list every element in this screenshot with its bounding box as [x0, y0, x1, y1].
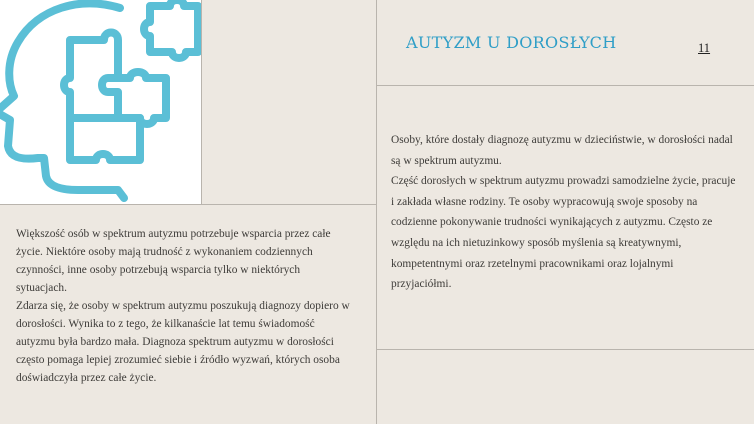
right-bottom-divider: [377, 349, 754, 350]
right-top-divider: [377, 85, 754, 86]
right-paragraph-1: Osoby, które dostały diagnozę autyzmu w dzieciństwie, w dorosłości nadal są w spektrum autyzmu.: [391, 134, 733, 167]
head-puzzle-icon: [0, 0, 201, 204]
left-paragraph-1: Większość osób w spektrum autyzmu potrzebuje wsparcia przez całe życie. Niektóre osoby mają trudność z wykonaniem codziennych czynności, inne osoby potrzebują wsparcia tylko w niektórych sytuacjach.: [16, 228, 331, 294]
page-title: AUTYZM U DOROSŁYCH: [406, 33, 617, 52]
right-paragraph-2: Część dorosłych w spektrum autyzmu prowadzi samodzielne życie, pracuje i zakłada własne rodziny. Te osoby wypracowują swoje sposoby na codzienne pokonywanie trudności wynikających z autyzmu. Często ze względu na ich nietuzinkowy sposób myślenia są kreatywnymi, kompetentnymi oraz rzetelnymi pracownikami oraz lojalnymi przyjaciółmi.: [391, 175, 736, 291]
vertical-divider: [376, 0, 377, 424]
left-paragraph-2: Zdarza się, że osoby w spektrum autyzmu poszukują diagnozy dopiero w dorosłości. Wynika to z tego, że kilkanaście lat temu świadomość autyzmu była bardzo mała. Diagnoza spektrum autyzmu w dorosłości często pomaga lepiej zrozumieć siebie i źródło wyzwań, których osoba doświadczyła przez całe życie.: [16, 300, 350, 384]
left-horizontal-divider: [0, 204, 377, 205]
left-text-block: [16, 225, 352, 387]
page-number[interactable]: 11: [698, 41, 711, 55]
head-puzzle-illustration: [0, 0, 202, 205]
right-text-block: [391, 130, 736, 295]
